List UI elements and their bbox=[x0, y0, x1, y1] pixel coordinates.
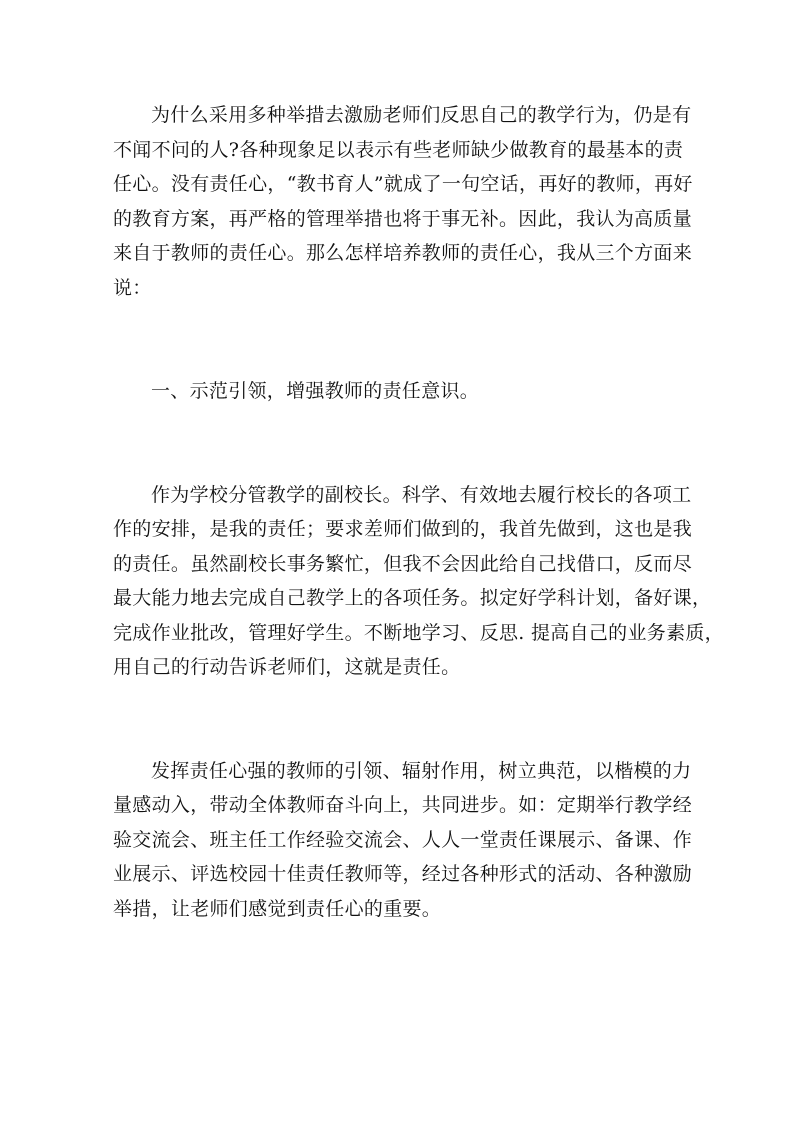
paragraph-gap bbox=[113, 340, 681, 375]
paragraph-line: 用自己的行动告诉老师们，这就是责任。 bbox=[113, 656, 461, 678]
paragraph-line: 为什么采用多种举措去激励老师们反思自己的教学行为，仍是有 bbox=[151, 104, 692, 126]
paragraph-line: 举措，让老师们感觉到责任心的重要。 bbox=[113, 897, 442, 920]
paragraph-line: 任心。没有责任心，“教书育人”就成了一句空话，再好的教师，再好 bbox=[113, 173, 693, 195]
paragraph-role bbox=[113, 478, 724, 685]
paragraph-gap bbox=[113, 719, 681, 754]
paragraph-line: 量感动入，带动全体教师奋斗向上，共同进步。如：定期举行教学经 bbox=[113, 794, 693, 816]
paragraph-line: 业展示、评选校园十佳责任教师等，经过各种形式的活动、各种激励 bbox=[113, 863, 693, 885]
section-heading bbox=[113, 374, 681, 409]
paragraph-line: 最大能力地去完成自己教学上的各项任务。拟定好学科计划，备好课， bbox=[113, 587, 712, 609]
paragraph-line: 说： bbox=[113, 276, 152, 299]
paragraph-gap bbox=[113, 443, 681, 478]
paragraph-gap bbox=[113, 685, 681, 720]
paragraph-line: 的教育方案，再严格的管理举措也将于事无补。因此，我认为高质量 bbox=[113, 207, 693, 230]
paragraph-line: 验交流会、班主任工作经验交流会、人人一堂责任课展示、备课、作 bbox=[113, 828, 693, 851]
document-body bbox=[113, 98, 724, 926]
paragraph-line: 来自于教师的责任心。那么怎样培养教师的责任心，我从三个方面来 bbox=[113, 242, 693, 264]
paragraph-exemplar bbox=[113, 754, 693, 927]
paragraph-intro bbox=[113, 98, 693, 305]
paragraph-line: 完成作业批改，管理好学生。不断地学习、反思. 提高自己的业务素质， bbox=[113, 621, 724, 644]
paragraph-line: 发挥责任心强的教师的引领、辐射作用，树立典范，以楷模的力 bbox=[151, 759, 692, 782]
paragraph-line: 作的安排，是我的责任；要求差师们做到的，我首先做到，这也是我 bbox=[113, 518, 693, 540]
paragraph-line: 的责任。虽然副校长事务繁忙，但我不会因此给自己找借口，反而尽 bbox=[113, 552, 693, 575]
paragraph-line: 作为学校分管教学的副校长。科学、有效地去履行校长的各项工 bbox=[151, 483, 692, 506]
paragraph-gap bbox=[113, 305, 681, 340]
paragraph-line: 不闻不问的人?各种现象足以表示有些老师缺少做教育的最基本的责 bbox=[113, 138, 684, 161]
section-heading-text: 一、示范引领，增强教师的责任意识。 bbox=[151, 380, 480, 402]
paragraph-gap bbox=[113, 409, 681, 444]
